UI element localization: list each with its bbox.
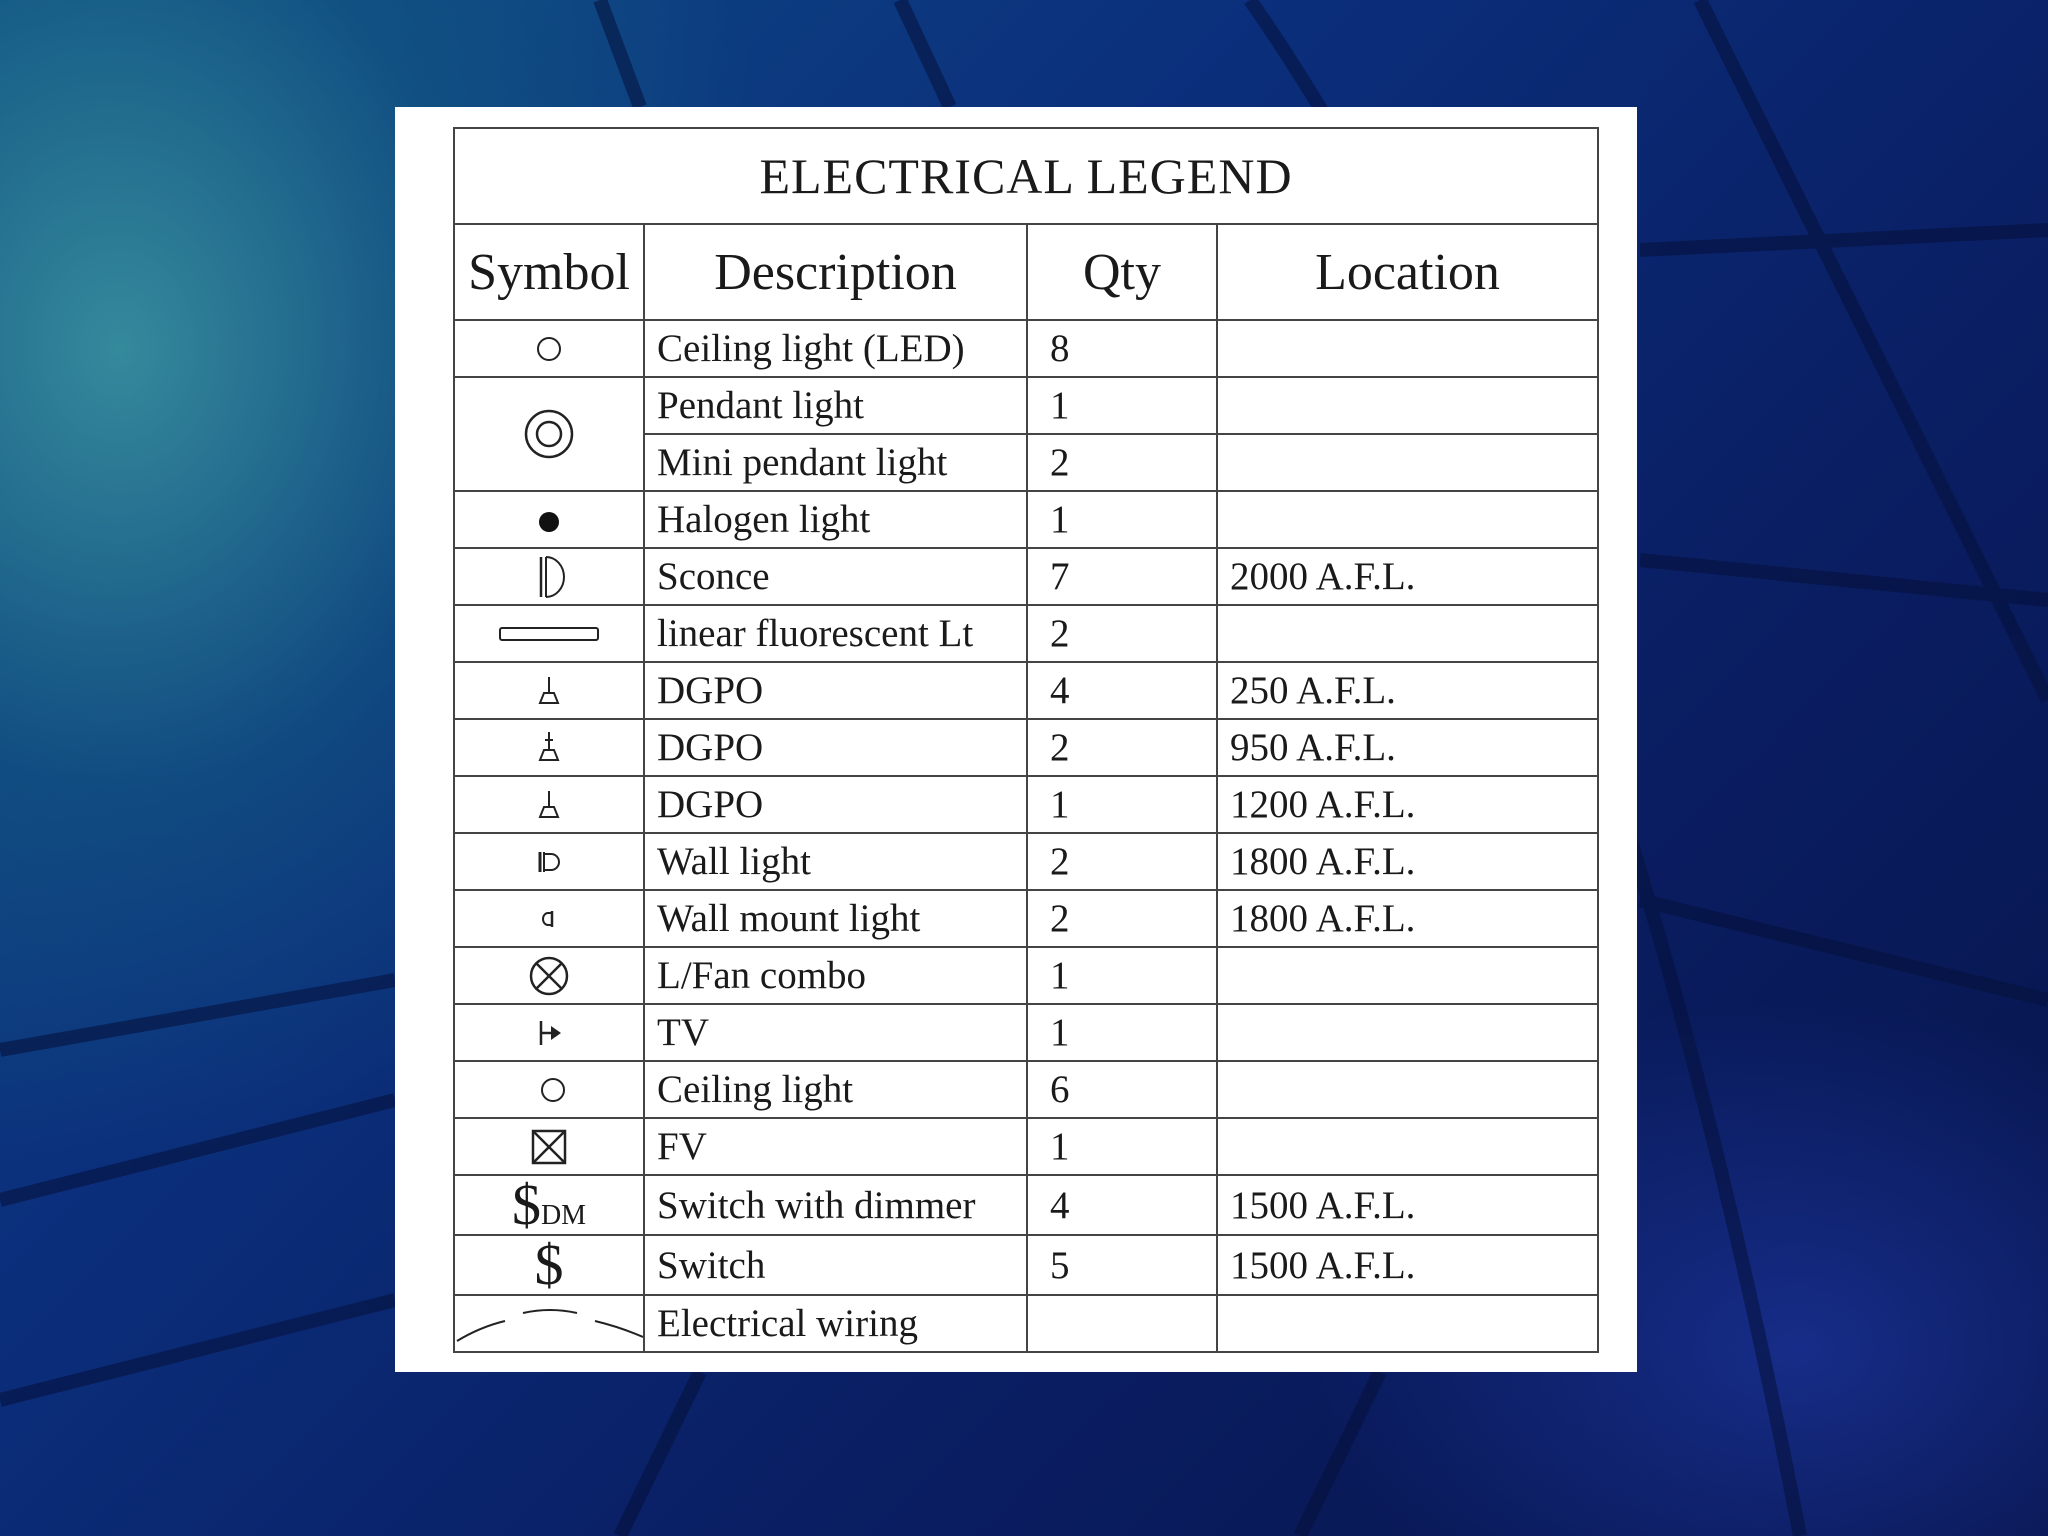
wiring-arc-icon [454, 1295, 644, 1352]
switch-icon [454, 1235, 644, 1295]
outlet-icon [454, 662, 644, 719]
description-cell: Ceiling light [644, 1061, 1027, 1118]
small-circle-icon [454, 1061, 644, 1118]
table-row [454, 662, 1598, 719]
location-cell [1217, 320, 1598, 377]
table-row [454, 320, 1598, 377]
qty-cell: 1 [1027, 1004, 1217, 1061]
table-row [454, 1235, 1598, 1295]
description-cell: Switch [644, 1235, 1027, 1295]
outlet-icon [454, 776, 644, 833]
table-row [454, 377, 1598, 434]
table-row [454, 1061, 1598, 1118]
tv-outlet-icon [454, 1004, 644, 1061]
sconce-icon [454, 548, 644, 605]
table-row [454, 491, 1598, 548]
table-row [454, 1175, 1598, 1235]
qty-cell: 2 [1027, 719, 1217, 776]
qty-cell: 2 [1027, 833, 1217, 890]
location-cell: 1500 A.F.L. [1217, 1175, 1598, 1235]
location-cell [1217, 1004, 1598, 1061]
switch-symbol: $ [511, 1175, 541, 1235]
location-cell: 1500 A.F.L. [1217, 1235, 1598, 1295]
location-cell: 1800 A.F.L. [1217, 833, 1598, 890]
location-cell [1217, 1061, 1598, 1118]
location-cell [1217, 605, 1598, 662]
qty-cell: 5 [1027, 1235, 1217, 1295]
location-cell: 1800 A.F.L. [1217, 890, 1598, 947]
location-cell [1217, 377, 1598, 434]
qty-cell: 2 [1027, 605, 1217, 662]
qty-cell: 1 [1027, 491, 1217, 548]
description-cell: Switch with dimmer [644, 1175, 1027, 1235]
table-row [454, 833, 1598, 890]
dimmer-subscript: DM [540, 1200, 587, 1231]
qty-cell: 4 [1027, 662, 1217, 719]
description-cell: L/Fan combo [644, 947, 1027, 1004]
qty-cell: 1 [1027, 377, 1217, 434]
qty-cell: 1 [1027, 947, 1217, 1004]
linear-fixture-icon [454, 605, 644, 662]
location-cell: 250 A.F.L. [1217, 662, 1598, 719]
outlet-icon [454, 719, 644, 776]
table-row [454, 605, 1598, 662]
wall-mount-light-icon [454, 890, 644, 947]
filled-dot-icon [454, 491, 644, 548]
table-row [454, 548, 1598, 605]
small-circle-icon [454, 320, 644, 377]
column-header-symbol: Symbol [454, 224, 644, 320]
location-cell: 2000 A.F.L. [1217, 548, 1598, 605]
description-cell: TV [644, 1004, 1027, 1061]
table-row [454, 1295, 1598, 1352]
location-cell [1217, 434, 1598, 491]
description-cell: Mini pendant light [644, 434, 1027, 491]
concentric-circle-icon [454, 377, 644, 491]
qty-cell: 4 [1027, 1175, 1217, 1235]
location-cell: 950 A.F.L. [1217, 719, 1598, 776]
description-cell: Sconce [644, 548, 1027, 605]
switch-symbol: $ [534, 1235, 564, 1295]
location-cell: 1200 A.F.L. [1217, 776, 1598, 833]
description-cell: Wall mount light [644, 890, 1027, 947]
description-cell: Wall light [644, 833, 1027, 890]
legend-title: ELECTRICAL LEGEND [454, 128, 1598, 224]
description-cell: linear fluorescent Lt [644, 605, 1027, 662]
electrical-legend-table [453, 127, 1599, 1353]
description-cell: FV [644, 1118, 1027, 1175]
description-cell: Halogen light [644, 491, 1027, 548]
qty-cell: 1 [1027, 1118, 1217, 1175]
qty-cell: 8 [1027, 320, 1217, 377]
description-cell: Pendant light [644, 377, 1027, 434]
qty-cell: 2 [1027, 434, 1217, 491]
legend-sheet [395, 107, 1637, 1372]
qty-cell [1027, 1295, 1217, 1352]
column-header-description: Description [644, 224, 1027, 320]
dimmer-switch-icon [454, 1175, 644, 1235]
boxed-x-icon [454, 1118, 644, 1175]
location-cell [1217, 491, 1598, 548]
table-row [454, 1118, 1598, 1175]
description-cell: DGPO [644, 776, 1027, 833]
table-row [454, 947, 1598, 1004]
table-row [454, 776, 1598, 833]
location-cell [1217, 947, 1598, 1004]
description-cell: Ceiling light (LED) [644, 320, 1027, 377]
description-cell: Electrical wiring [644, 1295, 1027, 1352]
qty-cell: 2 [1027, 890, 1217, 947]
description-cell: DGPO [644, 719, 1027, 776]
wall-light-icon [454, 833, 644, 890]
description-cell: DGPO [644, 662, 1027, 719]
location-cell [1217, 1118, 1598, 1175]
column-header-qty: Qty [1027, 224, 1217, 320]
circle-x-icon [454, 947, 644, 1004]
table-row [454, 890, 1598, 947]
qty-cell: 7 [1027, 548, 1217, 605]
column-header-location: Location [1217, 224, 1598, 320]
table-row [454, 719, 1598, 776]
table-row [454, 1004, 1598, 1061]
location-cell [1217, 1295, 1598, 1352]
qty-cell: 6 [1027, 1061, 1217, 1118]
qty-cell: 1 [1027, 776, 1217, 833]
